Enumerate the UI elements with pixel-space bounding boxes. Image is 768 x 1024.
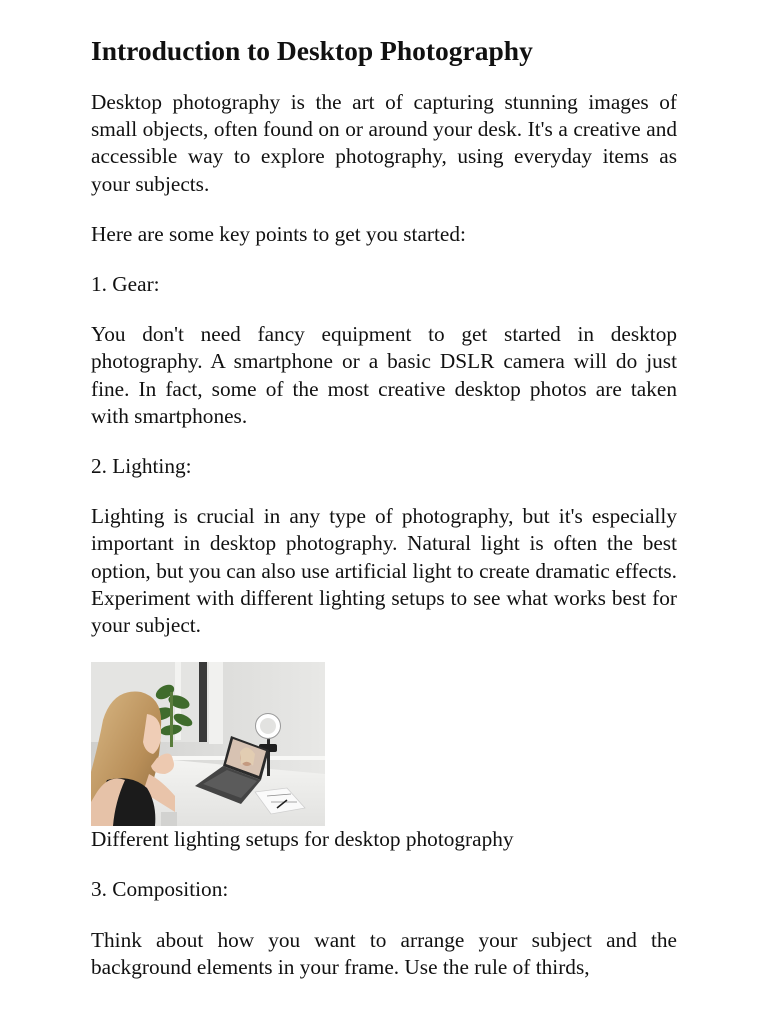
section-body-gear: You don't need fancy equipment to get started in desktop photography. A smartphone or a basic DSLR camera will do just fine. In fact, some of the most creative desktop photos are taken with smartphones.: [91, 322, 677, 428]
section-heading-lighting: 2. Lighting:: [91, 454, 192, 479]
section-heading-composition: 3. Composition:: [91, 877, 229, 902]
document-page: [91, 0, 677, 981]
lighting-setup-illustration: [91, 662, 325, 826]
section-heading-gear: 1. Gear:: [91, 272, 160, 297]
intro-paragraph: Desktop photography is the art of capturing stunning images of small objects, often found on or around your desk. It's a creative and accessible way to explore photography, using everyday items as your subjects.: [91, 90, 677, 196]
key-points-intro: Here are some key points to get you started:: [91, 221, 466, 246]
lighting-setup-photo: [91, 662, 325, 826]
figure-caption: Different lighting setups for desktop photography: [91, 827, 514, 852]
document-title: Introduction to Desktop Photography: [91, 35, 533, 66]
section-body-composition: Think about how you want to arrange your subject and the background elements in your frame. Use the rule of thirds,: [91, 927, 677, 979]
section-body-lighting: Lighting is crucial in any type of photography, but it's especially important in desktop photography. Natural light is often the best option, but you can also use artificial light to create dramatic effects. Experiment with different lighting setups to see what works best for your subject.: [91, 504, 677, 638]
